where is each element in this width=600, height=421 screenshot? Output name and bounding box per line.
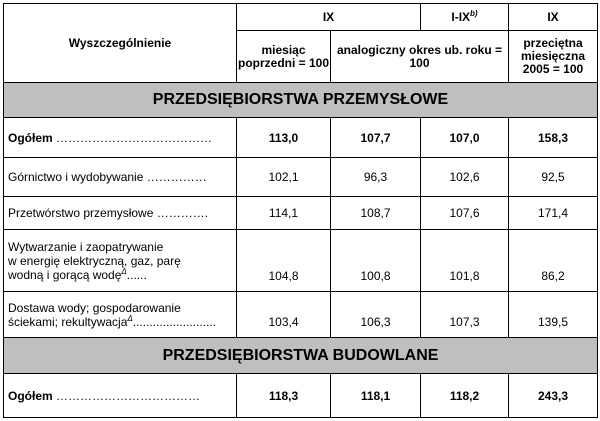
cell-value: 113,0	[237, 118, 331, 158]
cell-value: 118,2	[421, 374, 509, 418]
table-row	[4, 374, 598, 418]
cell-value: 118,3	[237, 374, 331, 418]
cell-value: 158,3	[509, 118, 598, 158]
cell-value: 100,8	[331, 230, 421, 292]
row-label: Ogółem …………………………………	[4, 118, 237, 158]
column-header-label: Wyszczególnienie	[4, 4, 237, 83]
cell-value: 171,4	[509, 197, 598, 230]
table-row	[4, 230, 598, 292]
footnote-b-marker: b)	[470, 8, 478, 18]
subheader-same-period-last-year: analogiczny okres ub. roku = 100	[331, 31, 509, 83]
subheader-previous-month: miesiąc poprzedni = 100	[237, 31, 331, 83]
row-label: Wytwarzanie i zaopatrywanie w energię elektryczną, gaz, parę wodną i gorącą wodę$^\Delta$......	[4, 230, 237, 292]
section-title-construction: PRZEDSIĘBIORSTWA BUDOWLANE	[4, 338, 598, 374]
cell-value: 108,7	[331, 197, 421, 230]
cell-value: 92,5	[509, 158, 598, 197]
cell-value: 104,8	[237, 230, 331, 292]
cell-value: 107,7	[331, 118, 421, 158]
table-row	[4, 118, 598, 158]
column-header-ix: IX	[237, 4, 421, 31]
column-header-ix-2: IX	[509, 4, 598, 31]
table-row	[4, 158, 598, 197]
cell-value: 107,0	[421, 118, 509, 158]
table-row	[4, 197, 598, 230]
cell-value: 96,3	[331, 158, 421, 197]
cell-value: 139,5	[509, 292, 598, 338]
column-header-i-ix: I-IX$^{b)}$	[421, 4, 509, 31]
cell-value: 101,8	[421, 230, 509, 292]
table-row	[4, 292, 598, 338]
cell-value: 106,3	[331, 292, 421, 338]
section-title-industrial: PRZEDSIĘBIORSTWA PRZEMYSŁOWE	[4, 83, 598, 118]
row-label: Ogółem ………………………………	[4, 374, 237, 418]
row-label: Dostawa wody; gospodarowanie ściekami; rekultywacja$^\Delta$.........................	[4, 292, 237, 338]
row-label: Górnictwo i wydobywanie ……………	[4, 158, 237, 197]
statistics-table	[3, 3, 598, 418]
cell-value: 103,4	[237, 292, 331, 338]
cell-value: 114,1	[237, 197, 331, 230]
cell-value: 86,2	[509, 230, 598, 292]
subheader-monthly-average-2005: przeciętna miesięczna 2005 = 100	[509, 31, 598, 83]
cell-value: 102,6	[421, 158, 509, 197]
row-label: Przetwórstwo przemysłowe ………….	[4, 197, 237, 230]
cell-value: 107,6	[421, 197, 509, 230]
cell-value: 243,3	[509, 374, 598, 418]
cell-value: 118,1	[331, 374, 421, 418]
cell-value: 102,1	[237, 158, 331, 197]
cell-value: 107,3	[421, 292, 509, 338]
